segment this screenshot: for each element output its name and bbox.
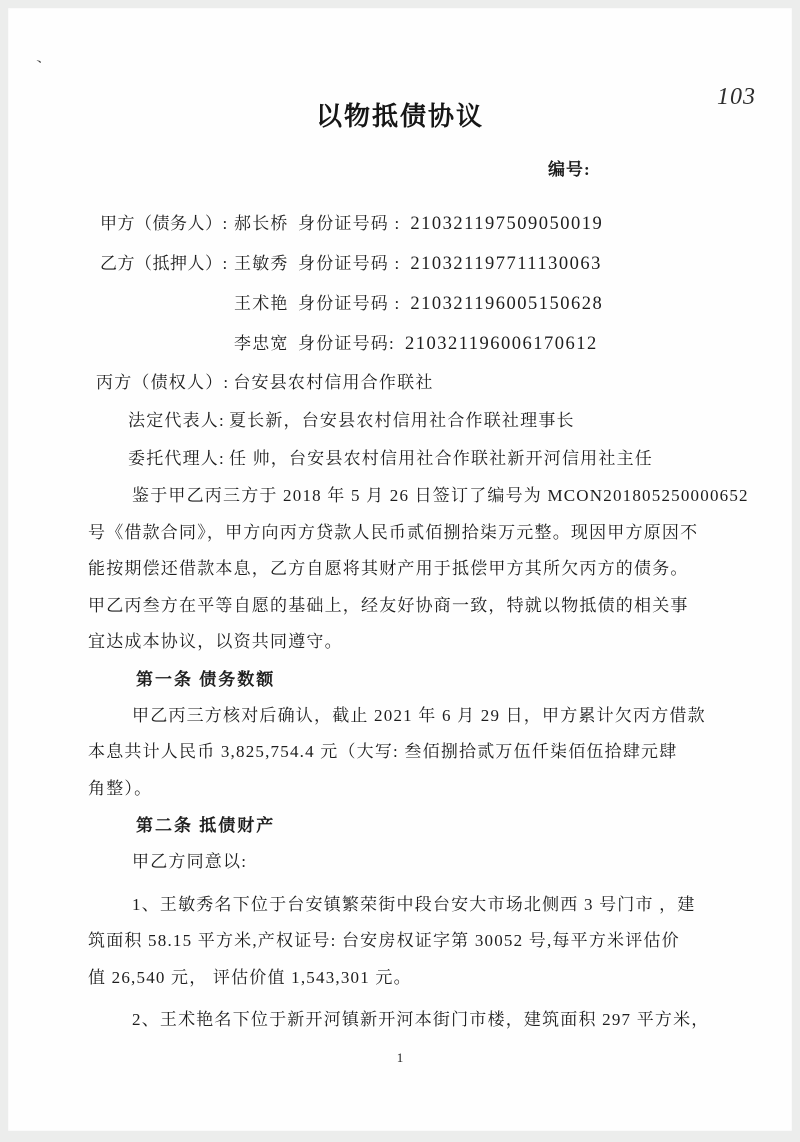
party-name: 郝长桥 (234, 214, 289, 233)
article1-body (88, 698, 720, 808)
article1-heading: 第一条 债务数额 (136, 669, 276, 689)
recitals-paragraph (88, 478, 749, 661)
document-title: 以物抵债协议 (315, 101, 484, 131)
id-label: 身份证号码 : (298, 254, 401, 273)
creditor-row (88, 364, 720, 402)
pen-mark: 、 (33, 48, 52, 67)
id-number: 210321197711130063 (410, 254, 602, 274)
document-body (88, 204, 749, 1039)
collateral-item-2 (88, 1002, 720, 1039)
id-number: 210321197509050019 (410, 214, 604, 234)
clause-line: 甲乙丙三方核对后确认，截止 2021 年 6 月 29 日，甲方累计欠丙方借款 (132, 705, 706, 725)
party-row-pledgor-1 (88, 244, 720, 284)
clause-line: 筑面积 58.15 平方米,产权证号: 台安房权证字第 30052 号,每平方米评估价 (88, 931, 680, 950)
id-number: 210321196006170612 (404, 334, 598, 354)
legal-rep-label: 法定代表人: (128, 411, 225, 430)
party-label: 甲方（债务人）: (100, 214, 228, 233)
paragraph-line: 号《借款合同》，甲方向丙方贷款人民币贰佰捌拾柒万元整。现因甲方原因不 (88, 522, 699, 542)
agent-value: 任 帅，台安县农村信用社合作联社新开河信用社主任 (228, 449, 653, 468)
serial-number-label: 编号: (548, 160, 591, 179)
party-row-debtor (88, 204, 720, 244)
id-label: 身份证号码: (298, 334, 395, 353)
authorized-agent-row (88, 440, 720, 478)
document-page (8, 8, 792, 1131)
clause-line: 2、王术艳名下位于新开河镇新开河本街门市楼，建筑面积 297 平方米， (132, 1010, 710, 1029)
party-name: 李忠宽 (234, 334, 289, 353)
party-name: 王术艳 (234, 294, 289, 313)
paragraph-line: 能按期偿还借款本息，乙方自愿将其财产用于抵偿甲方其所欠丙方的债务。 (88, 559, 689, 578)
id-number: 210321196005150628 (410, 294, 604, 314)
clause-line: 1、王敏秀名下位于台安镇繁荣街中段台安大市场北侧西 3 号门市 ，建 (132, 894, 696, 914)
party-name: 王敏秀 (234, 254, 289, 273)
paragraph-line: 甲乙丙叁方在平等自愿的基础上，经友好协商一致，特就以物抵债的相关事 (88, 595, 689, 615)
id-label: 身份证号码 : (298, 214, 401, 233)
creditor-name: 台安县农村信用合作联社 (233, 373, 434, 392)
page-corner-number: 103 (717, 84, 756, 110)
creditor-label: 丙方（债权人）: (96, 373, 230, 392)
party-label: 乙方（抵押人）: (100, 254, 228, 273)
party-row-pledgor-2 (88, 284, 720, 324)
paragraph-line: 鉴于甲乙丙三方于 2018 年 5 月 26 日签订了编号为 MCON201805250000652 (132, 486, 749, 505)
article2-intro: 甲乙方同意以: (132, 852, 248, 871)
id-label: 身份证号码 : (298, 294, 401, 313)
clause-line: 角整）。 (88, 778, 153, 798)
paragraph-line: 宜达成本协议，以资共同遵守。 (88, 632, 343, 651)
agent-label: 委托代理人: (128, 449, 225, 468)
clause-line: 本息共计人民币 3,825,754.4 元（大写: 叁佰捌拾贰万伍仟柒佰伍拾肆元肆 (88, 742, 678, 761)
article2-heading: 第二条 抵债财产 (136, 816, 276, 835)
legal-representative-row (88, 402, 720, 440)
footer-page-number: 1 (396, 1050, 404, 1065)
legal-rep-value: 夏长新，台安县农村信用社合作联社理事长 (228, 411, 575, 430)
collateral-item-1 (88, 887, 720, 997)
party-row-pledgor-3 (88, 324, 720, 364)
clause-line: 值 26,540 元， 评估价值 1,543,301 元。 (88, 967, 412, 987)
